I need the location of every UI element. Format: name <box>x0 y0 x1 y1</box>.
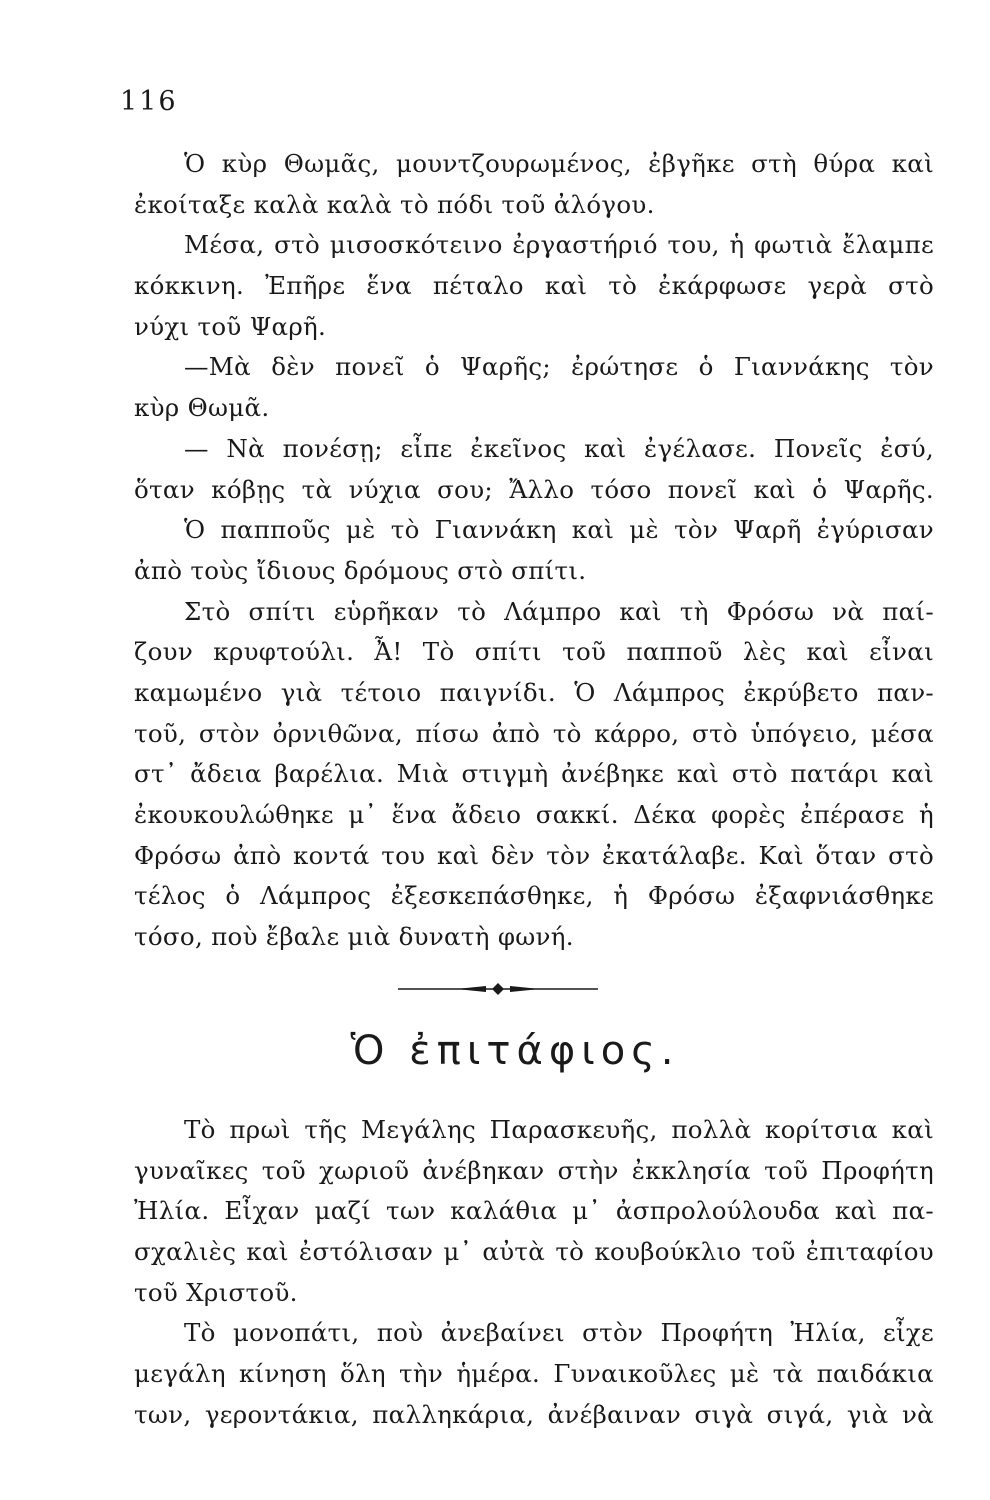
text-line: ὅταν κόβῃς τὰ νύχια σου; Ἄλλο τόσο πονεῖ καὶ ὁ Ψαρῆς. <box>134 474 934 504</box>
text-line: γυναῖκες τοῦ χωριοῦ ἀνέβηκαν στὴν ἐκκλησία τοῦ Προφήτη <box>134 1155 934 1185</box>
text-line: κὺρ Θωμᾶ. <box>134 393 270 423</box>
text-line: — Νὰ πονέσῃ; εἶπε ἐκεῖνος καὶ ἐγέλασε. Πονεῖς ἐσύ, <box>184 433 934 463</box>
text-line: τοῦ, στὸν ὀρνιθῶνα, πίσω ἀπὸ τὸ κάρρο, στὸ ὑπόγειο, μέσα <box>134 718 934 748</box>
text-line: καμωμένο γιὰ τέτοιο παιγνίδι. Ὁ Λάμπρος ἐκρύβετο παν- <box>134 677 934 707</box>
section-1-text <box>134 144 934 958</box>
page-number: 116 <box>120 86 178 117</box>
text-line: Τὸ μονοπάτι, ποὺ ἀνεβαίνει στὸν Προφήτη Ἠλία, εἶχε <box>184 1318 934 1348</box>
text-line: στ᾽ ἄδεια βαρέλια. Μιὰ στιγμὴ ἀνέβηκε καὶ στὸ πατάρι καὶ <box>134 759 934 789</box>
section-divider-ornament <box>398 979 598 999</box>
text-line: ζουν κρυφτούλι. Ἆ! Τὸ σπίτι τοῦ παπποῦ λὲς καὶ εἶναι <box>134 637 934 667</box>
text-line: τοῦ Χριστοῦ. <box>134 1277 298 1307</box>
text-line: κόκκινη. Ἐπῆρε ἕνα πέταλο καὶ τὸ ἐκάρφωσε γερὰ στὸ <box>134 271 934 301</box>
text-line: Φρόσω ἀπὸ κοντά του καὶ δὲν τὸν ἐκατάλαβε. Καὶ ὅταν στὸ <box>134 840 934 870</box>
text-line: νύχι τοῦ Ψαρῆ. <box>134 311 327 341</box>
text-line: των, γεροντάκια, παλληκάρια, ἀνέβαιναν σιγὰ σιγά, γιὰ νὰ <box>134 1399 934 1429</box>
text-line: σχαλιὲς καὶ ἐστόλισαν μ᾽ αὐτὰ τὸ κουβούκλιο τοῦ ἐπιταφίου <box>134 1237 934 1267</box>
text-line: Ὁ κὺρ Θωμᾶς, μουντζουρωμένος, ἐβγῆκε στὴ θύρα καὶ <box>184 149 934 178</box>
text-line: ἀπὸ τοὺς ἴδιους δρόμους στὸ σπίτι. <box>134 555 587 585</box>
text-line: μεγάλη κίνηση ὅλη τὴν ἡμέρα. Γυναικοῦλες μὲ τὰ παιδάκια <box>134 1359 934 1389</box>
text-line: Μέσα, στὸ μισοσκότεινο ἐργαστήριό του, ἡ φωτιὰ ἔλαμπε <box>184 230 934 260</box>
text-line: ἐκουκουλώθηκε μ᾽ ἕνα ἄδειο σακκί. Δέκα φορὲς ἐπέρασε ἡ <box>134 800 934 829</box>
text-line: ἐκοίταξε καλὰ καλὰ τὸ πόδι τοῦ ἀλόγου. <box>134 189 655 219</box>
text-line: —Μὰ δὲν πονεῖ ὁ Ψαρῆς; ἐρώτησε ὁ Γιαννάκης τὸν <box>184 352 934 382</box>
text-line: τέλος ὁ Λάμπρος ἐξεσκεπάσθηκε, ἡ Φρόσω ἐξαφνιάσθηκε <box>134 881 934 911</box>
text-line: Στὸ σπίτι εὑρῆκαν τὸ Λάμπρο καὶ τὴ Φρόσω νὰ παί- <box>184 596 934 626</box>
text-line: τόσο, ποὺ ἔβαλε μιὰ δυνατὴ φωνή. <box>134 922 574 952</box>
section-2-text <box>134 1110 934 1436</box>
text-line: Ἠλία. Εἶχαν μαζί των καλάθια μ᾽ ἀσπρολούλουδα καὶ πα- <box>134 1196 934 1226</box>
text-line: Τὸ πρωὶ τῆς Μεγάλης Παρασκευῆς, πολλὰ κορίτσια καὶ <box>184 1115 934 1144</box>
text-line: Ὁ παπποῦς μὲ τὸ Γιαννάκη καὶ μὲ τὸν Ψαρῆ ἐγύρισαν <box>184 515 934 545</box>
chapter-title: Ὁ ἐπιτάφιος. <box>350 1028 680 1074</box>
